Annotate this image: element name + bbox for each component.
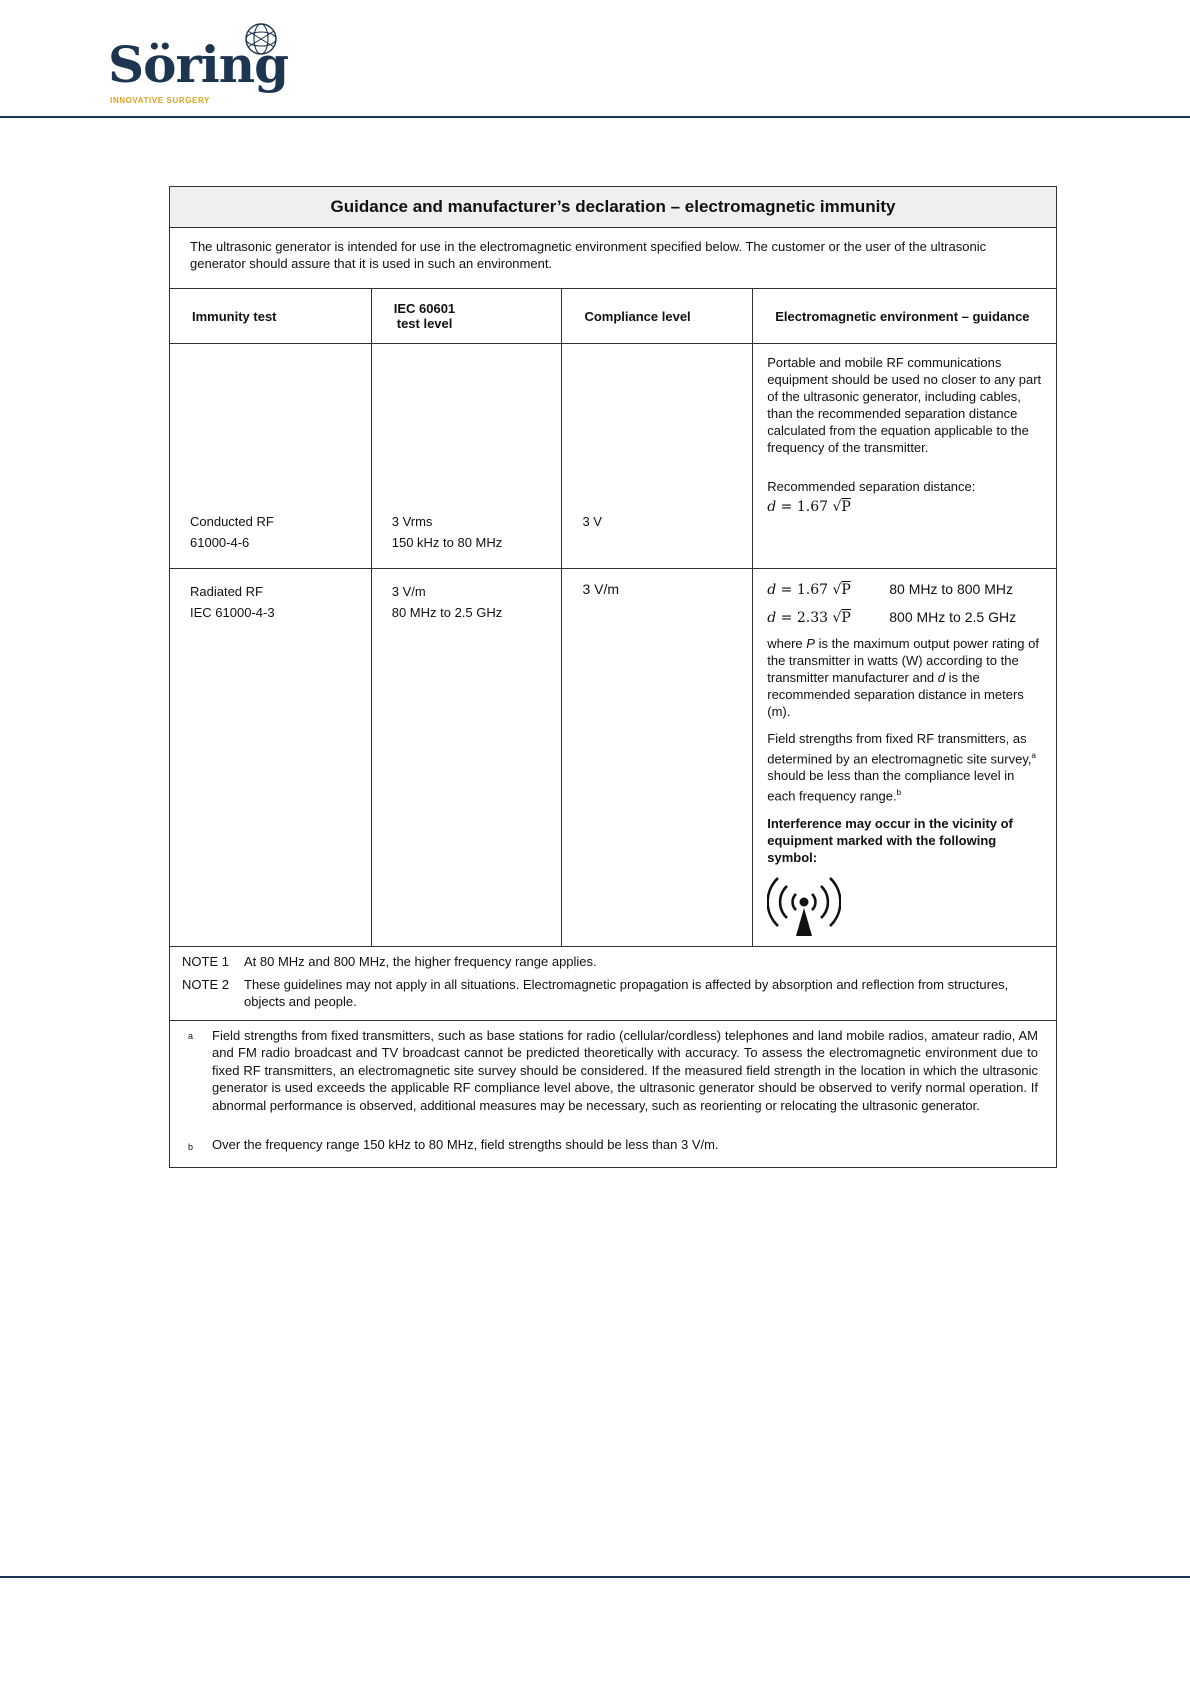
footnote-a: a Field strengths from fixed transmitters, such as base stations for radio (cellular/cordless) telephones and land mobile radios, amateur radio, AM and FM radio broadcast and TV broadcast cannot be predicted theoretically with accuracy. To assess the electromagnetic environment due to fixed RF transmitters, an electromagnetic site survey should be considered. If the measured field strength in the location in which the ultrasonic generator is used exceeds the applicable RF compliance level above, the ultrasonic generator should be observed to verify normal operation. If abnormal performance is observed, additional measures may be necessary, such as reorienting or relocating the ultrasonic generator. <box>188 1027 1038 1113</box>
radiated-compliance-cell <box>562 569 753 947</box>
conducted-guidance-cell <box>753 344 1057 569</box>
radiated-level-range: 80 MHz to 2.5 GHz <box>391 605 503 620</box>
conducted-test-standard: 61000-4-6 <box>190 535 250 550</box>
header-immunity-test: Immunity test <box>170 289 372 344</box>
conducted-level-value: 3 Vrms <box>391 514 433 529</box>
conducted-level-range: 150 kHz to 80 MHz <box>391 535 503 550</box>
formula-1-range: 80 MHz to 800 MHz <box>889 581 1013 597</box>
radiated-test-cell <box>170 569 372 947</box>
header-test-level-line1: IEC 60601 <box>393 301 456 316</box>
interference-warning: Interference may occur in the vicinity of equipment marked with the following symbol: <box>767 815 1013 865</box>
conducted-guidance-text: Portable and mobile RF communications equipment should be used no closer to any part of the ultrasonic generator, including cables, than the recommended separation distance calculated from the equation applicable to the frequency of the transmitter. <box>767 355 1042 455</box>
footnotes-cell <box>170 1020 1057 1167</box>
page-header <box>0 0 1190 118</box>
radiated-level-cell <box>371 569 562 947</box>
footnote-b: b Over the frequency range 150 kHz to 80 MHz, field strengths should be less than 3 V/m. <box>188 1137 719 1153</box>
header-compliance: Compliance level <box>562 289 753 344</box>
brand-name: Söring <box>108 35 289 94</box>
radiated-compliance-value: 3 V/m <box>582 581 620 597</box>
radiated-formula-2: d = 2.33 √P 800 MHz to 2.5 GHz <box>767 609 1017 626</box>
brand-tagline: INNOVATIVE SURGERY <box>110 96 210 105</box>
header-test-level <box>371 289 562 344</box>
table-title: Guidance and manufacturer’s declaration – electromagnetic immunity <box>170 187 1057 228</box>
radiated-test-standard: IEC 61000-4-3 <box>190 605 275 620</box>
table-row-conducted <box>170 344 1057 569</box>
conducted-level-cell <box>371 344 562 569</box>
conducted-compliance-cell <box>562 344 753 569</box>
conducted-test-name: Conducted RF <box>190 514 274 529</box>
conducted-test-cell <box>170 344 372 569</box>
radiated-level-value: 3 V/m <box>391 584 426 599</box>
note-1: NOTE 1 At 80 MHz and 800 MHz, the higher frequency range applies. <box>182 953 597 969</box>
conducted-compliance-value: 3 V <box>582 514 602 529</box>
immunity-table <box>169 186 1057 1168</box>
non-ionizing-radiation-icon <box>767 872 841 938</box>
radiated-test-name: Radiated RF <box>190 584 263 599</box>
formula-2-range: 800 MHz to 2.5 GHz <box>889 609 1017 625</box>
radiated-guidance-cell <box>753 569 1057 947</box>
header-guidance: Electromagnetic environment – guidance <box>753 289 1057 344</box>
header-test-level-line2: test level <box>396 316 453 331</box>
header-row <box>170 289 1057 344</box>
radiated-formula-1: d = 1.67 √P 80 MHz to 800 MHz <box>767 581 1013 598</box>
footer-rule <box>0 1576 1190 1578</box>
brand-logo <box>108 22 288 108</box>
table-row-radiated <box>170 569 1057 947</box>
conducted-formula: d = 1.67 √P <box>767 499 851 515</box>
separation-distance-label: Recommended separation distance: <box>767 479 976 494</box>
note-2: NOTE 2 These guidelines may not apply in all situations. Electromagnetic propagation is affected by absorption and reflection from structures, objects and people. <box>182 976 1009 1009</box>
table-intro: The ultrasonic generator is intended for use in the electromagnetic environment specified below. The customer or the user of the ultrasonic generator should assure that it is used in such an environment. <box>170 228 1057 289</box>
where-text: where P is the maximum output power rating of the transmitter in watts (W) according to the transmitter manufacturer and d is the recommended separation distance in meters (m). <box>767 636 1039 719</box>
field-strength-text: Field strengths from fixed RF transmitters, as determined by an electromagnetic site survey,$^a$ should be less than the compliance level in each frequency range.$^b$ <box>767 731 1036 804</box>
notes-cell <box>170 946 1057 1020</box>
